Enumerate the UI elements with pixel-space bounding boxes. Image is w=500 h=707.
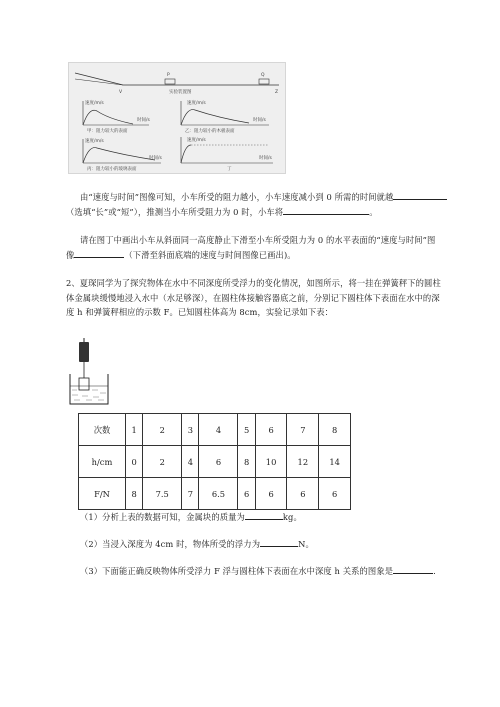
answer-blank-buoyancy[interactable]	[260, 537, 298, 547]
answer-blank-graph-choice[interactable]	[393, 564, 433, 574]
table-cell: 6	[287, 478, 319, 510]
table-row	[79, 446, 351, 478]
graph1-curve	[83, 110, 133, 125]
graph1-ylabel: 速度/m/s	[85, 101, 104, 106]
subquestion-3-text: （3）下面能正确反映物体所受浮力 F 浮与圆柱体下表面在水中深度 h 关系的图象是	[80, 566, 394, 576]
table-cell: 8	[238, 446, 255, 478]
spring-scale-drawing	[68, 338, 112, 406]
data-table	[78, 413, 351, 510]
paragraph-2-text-3: （下滑至斜面底端的速度与时间图像已画出)。	[124, 249, 296, 260]
table-cell: 6.5	[199, 478, 238, 510]
table-cell: 7	[287, 414, 319, 446]
graph2-curve	[181, 110, 249, 125]
table-cell: 5	[238, 414, 255, 446]
metal-cylinder	[79, 378, 89, 390]
water-hatching	[72, 390, 106, 400]
table-cell: 2	[143, 414, 182, 446]
table-cell: 3	[182, 414, 199, 446]
table-cell: 12	[287, 446, 319, 478]
table-row	[79, 478, 351, 510]
graph3-curve	[83, 148, 155, 163]
table-row	[79, 414, 351, 446]
table-cell: 7	[182, 478, 199, 510]
graph4-xlabel: 时间/s	[259, 156, 272, 161]
paragraph-2-line-2	[66, 248, 490, 263]
table-cell: h/cm	[79, 446, 126, 478]
table-cell: 7.5	[143, 478, 182, 510]
cart-p	[165, 79, 175, 84]
graph1-note: 甲：阻力较大的表面	[87, 129, 128, 134]
graph2-ylabel: 速度/m/s	[187, 101, 206, 106]
table-cell: 4	[182, 446, 199, 478]
subquestion-3-end: .	[433, 566, 436, 576]
label-q: Q	[261, 73, 265, 78]
spring-scale-body	[79, 342, 89, 362]
table-cell: 6	[255, 478, 287, 510]
table-cell: 2	[143, 446, 182, 478]
subquestion-1-text: （1）分析上表的数据可知，金属块的质量为	[80, 512, 245, 522]
figure-caption: 实验装置图	[169, 90, 192, 95]
graph4-curve	[181, 145, 191, 163]
ramp-base	[75, 79, 123, 85]
table-cell: 6	[255, 414, 287, 446]
table-cell: 8	[319, 414, 351, 446]
graph3-ylabel: 速度/m/s	[85, 139, 104, 144]
question-2-line-2: 体金属块缓慢地浸入水中（水足够深），在圆柱体接触容器底之前，分别记下圆柱体下表面在水中的深	[66, 292, 440, 303]
question-2-line-3: 度 h 和弹簧秤相应的示数 F。已知圆柱体高为 8cm，实验记录如下表：	[66, 307, 334, 317]
table-cell: 10	[255, 446, 287, 478]
subquestion-2	[80, 537, 314, 552]
paragraph-1	[66, 190, 480, 219]
graph2-xlabel: 时间/s	[253, 118, 266, 123]
table-cell: 6	[238, 478, 255, 510]
table-cell: 1	[126, 414, 143, 446]
subquestion-2-unit: N。	[298, 539, 314, 549]
answer-blank-graph[interactable]	[74, 248, 124, 258]
paragraph-1-text-3: 。	[369, 206, 378, 217]
subquestion-2-text: （2）当浸入深度为 4cm 时，物体所受的浮力为	[80, 539, 261, 549]
table-cell: 6	[319, 478, 351, 510]
subquestion-3	[80, 564, 436, 579]
paragraph-1-line-2	[66, 205, 480, 220]
graph3-note: 丙：阻力较小的玻璃表面	[87, 167, 137, 172]
paragraph-2	[66, 233, 490, 262]
graph2-note: 乙：阻力较小的木板表面	[185, 129, 235, 134]
paragraph-1-text-1: 由“速度与时间”图像可知，小车所受的阻力越小，小车速度减小到 0 所需的时间就越	[80, 192, 394, 202]
table-cell: 6	[199, 446, 238, 478]
experiment-figure	[68, 62, 286, 174]
table-cell: 次数	[79, 414, 126, 446]
graph4-ylabel: 速度/m/s	[187, 138, 206, 143]
graph1-xlabel: 时间/s	[137, 118, 150, 123]
paragraph-2-text-1: 请在图丁中画出小车从斜面同一高度静止下滑至小车所受阻力为 0 的水平表面的“速度与时间”图	[80, 235, 436, 245]
label-p: P	[167, 73, 170, 78]
table-cell: F/N	[79, 478, 126, 510]
label-v: V	[119, 90, 123, 95]
paragraph-2-text-2: 像	[66, 249, 75, 260]
paragraph-1-line-1	[80, 190, 480, 205]
question-2	[66, 276, 486, 320]
answer-blank-motion[interactable]	[283, 205, 369, 215]
answer-blank-time[interactable]	[393, 190, 447, 200]
label-z: Z	[275, 90, 279, 95]
table-cell: 8	[126, 478, 143, 510]
table-cell: 4	[199, 414, 238, 446]
cart-q	[259, 79, 269, 84]
table-cell: 0	[126, 446, 143, 478]
paragraph-1-text-2: （选填“长”或“短”），推测当小车所受阻力为 0 时，小车将	[66, 206, 284, 217]
graph4-note: 丁	[227, 167, 232, 172]
answer-blank-mass[interactable]	[245, 510, 283, 520]
graph3-xlabel: 时间/s	[149, 156, 162, 161]
ramp-line	[75, 73, 123, 85]
subquestion-1-unit: kg。	[282, 512, 302, 522]
table-cell: 14	[319, 446, 351, 478]
paragraph-2-line-1	[80, 233, 490, 248]
experiment-figure-drawing	[69, 63, 285, 173]
question-2-line-1: 2、夏琛同学为了探究物体在水中不同深度所受浮力的变化情况，如图所示，将一挂在弹簧秤下的圆柱	[66, 278, 441, 288]
subquestion-1	[80, 510, 302, 525]
spring-scale-apparatus	[68, 338, 112, 410]
